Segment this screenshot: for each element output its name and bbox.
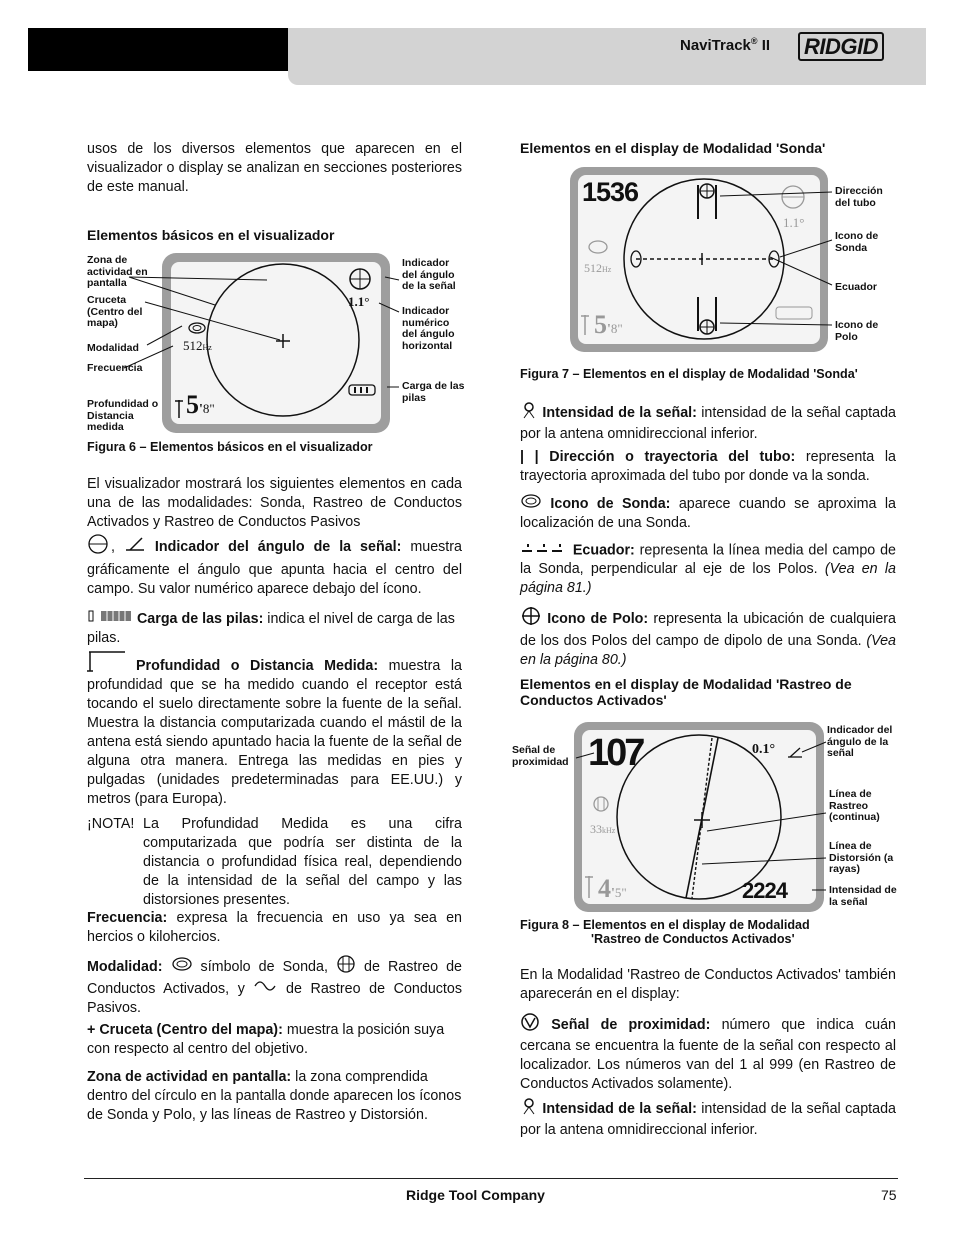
fig6-label-ind-numerico: Indicador numérico del ángulo horizontal <box>402 305 455 352</box>
fig8-label-proximidad: Señal de proximidad <box>512 744 569 768</box>
fig8-depth: 4'5" <box>598 874 627 903</box>
fig6-label-carga: Carga de las pilas <box>402 380 465 404</box>
para-active-intro: En la Modalidad 'Rastreo de Conductos Activados' también aparecerán en el display: <box>520 967 896 1002</box>
fig6-angle-value: 1.1° <box>348 294 370 309</box>
footer-rule <box>84 1178 898 1179</box>
figure-8-caption-line1: Figura 8 – Elementos en el display de Modalidad <box>520 918 810 932</box>
passive-line-mode-icon <box>253 979 277 999</box>
fig7-label-icono-polo: Icono de Polo <box>835 319 879 343</box>
fig6-label-modalidad: Modalidad <box>87 342 139 354</box>
fig7-frequency: 512Hz <box>584 261 612 275</box>
fig6-frequency: 512Hz <box>183 338 212 353</box>
para-pole-icon: Icono de Polo: representa la ubicación de cualquiera de los dos Polos del campo de dipolo de una Sonda. (Vea en la página 80.) <box>520 606 896 670</box>
note-text: La Profundidad Medida es una cifra computarizada que podría ser distinta de la distancia o profundidad física real, dependiendo de la intensidad de la señal del campo y las distorsiones presentes. <box>143 816 462 908</box>
intro-paragraph: usos de los diversos elementos que aparecen en el visualizador o display se analizan en secciones posteriores de este manual. <box>87 141 462 195</box>
pole-icon <box>520 606 542 632</box>
fig7-label-direccion: Dirección del tubo <box>835 185 883 209</box>
para-equator: Ecuador: representa la línea media del campo de la Sonda, perpendicular al eje de los Polos. (Vea en la página 81.) <box>520 542 896 597</box>
figure-6-caption: Figura 6 – Elementos básicos en el visualizador <box>87 440 373 454</box>
active-line-mode-icon <box>336 955 356 979</box>
para-signal-strength-2: Intensidad de la señal: intensidad de la señal captada por la antena omnidireccional inferior. <box>520 1097 896 1140</box>
fig7-depth: 5'8" <box>594 310 623 339</box>
para-mode: Modalidad: símbolo de Sonda, de Rastreo de Conductos Activados, y de Rastreo de Conductos Pasivos. <box>87 955 462 1018</box>
figure-7-caption: Figura 7 – Elementos en el display de Modalidad 'Sonda' <box>520 367 858 381</box>
signal-strength-icon <box>520 1097 538 1121</box>
fig6-label-zona: Zona de actividad en pantalla <box>87 254 148 289</box>
para-zone: Zona de actividad en pantalla: la zona comprendida dentro del círculo en la pantalla donde aparecen los íconos de Sonda y Polo, y las líneas de Rastreo y Distorsión. <box>87 1069 462 1123</box>
header-black-bar <box>28 28 288 71</box>
fig6-label-frecuencia: Frecuencia <box>87 362 143 374</box>
para-elements: El visualizador mostrará los siguientes elementos en cada una de las modalidades: Sonda, Rastreo de Conductos Activados y Rastreo de Conductos Pasivos <box>87 476 462 530</box>
para-sonde-icon: Icono de Sonda: aparece cuando se aproxima la localización de una Sonda. <box>520 495 896 531</box>
fig6-label-cruceta: Cruceta (Centro del mapa) <box>87 294 143 329</box>
para-frequency: Frecuencia: expresa la frecuencia en uso ya sea en hercios o kilohercios. <box>87 910 462 945</box>
ridgid-logo: RIDGID <box>798 34 884 60</box>
para-crosshair: + Cruceta (Centro del mapa): muestra la posición suya con respecto al centro del objetivo. <box>87 1022 445 1057</box>
fig8-angle-value: 0.1° <box>752 742 776 757</box>
proximity-icon <box>520 1013 540 1037</box>
fig8-label-distorsion: Línea de Distorsión (a rayas) <box>829 840 894 875</box>
footer-company: Ridge Tool Company <box>406 1187 545 1203</box>
fig6-label-ind-angulo: Indicador del ángulo de la señal <box>402 257 456 292</box>
fig7-signal-strength: 1536 <box>582 177 639 207</box>
para-signal-strength: Intensidad de la señal: intensidad de la señal captada por la antena omnidireccional inferior. <box>520 401 896 444</box>
para-depth: Profundidad o Distancia Medida: muestra la profundidad que se ha medido cuando el receptor está tocando el suelo directamente sobre la fuente de la señal. Muestra la distancia computarizada cuando el mástil de la antena está siendo apuntado hacia la fuente de la señal de alguna otra manera. Entrega las medidas en pies y pulgadas (unidades predeterminadas para EE.UU.) y metros (para Europa). <box>87 658 463 807</box>
figure-7 <box>520 165 900 365</box>
fig7-label-ecuador: Ecuador <box>835 281 878 293</box>
figure-6 <box>87 250 467 440</box>
sonde-icon <box>520 494 542 514</box>
para-angle-indicator: , Indicador del ángulo de la señal: muestra gráficamente el ángulo que apunta hacia el centro del campo. Su valor numérico aparece debajo del ícono. <box>87 533 462 599</box>
fig7-label-icono-sonda: Icono de Sonda <box>835 230 879 254</box>
angle-indicator-slope-icon <box>124 536 146 558</box>
equator-icon <box>520 541 568 560</box>
figure-8 <box>512 718 902 918</box>
para-battery: Carga de las pilas: indica el nivel de carga de las pilas. <box>87 610 455 646</box>
fig7-angle-value: 1.1° <box>783 215 805 230</box>
fig8-frequency: 33kHz <box>590 822 616 836</box>
fig6-depth: 5'8" <box>186 390 215 419</box>
fig8-label-rastreo: Línea de Rastreo (continua) <box>829 788 880 823</box>
para-pipe-direction: | | Dirección o trayectoria del tubo: representa la trayectoria aproximada del tubo por donde va la sonda. <box>520 449 896 484</box>
heading-active-display: Elementos en el display de Modalidad 'Rastreo de Conductos Activados' <box>520 676 852 708</box>
heading-basic-elements: Elementos básicos en el visualizador <box>87 227 335 243</box>
heading-sonde-display: Elementos en el display de Modalidad 'Sonda' <box>520 140 826 156</box>
fig8-label-intensidad: Intensidad de la señal <box>829 884 897 908</box>
figure-8-caption-line2: 'Rastreo de Conductos Activados' <box>591 932 795 946</box>
signal-strength-icon <box>520 401 538 425</box>
page-number: 75 <box>881 1187 897 1203</box>
product-name: NaviTrack® II <box>680 36 771 54</box>
angle-indicator-icon <box>87 533 111 561</box>
fig6-label-profundidad: Profundidad o Distancia medida <box>87 398 159 433</box>
fig8-proximity-value: 107 <box>588 732 643 774</box>
fig8-signal-strength: 2224 <box>742 878 787 903</box>
note-label: ¡NOTA! <box>87 816 135 832</box>
sonde-mode-icon <box>171 957 193 977</box>
para-proximity: Señal de proximidad: número que indica cuán cercana se encuentra la fuente de la señal con respecto al localizador. Los números van del 1 al 999 (en Rastreo de Conductos Activados solamente). <box>520 1013 896 1094</box>
fig8-label-ind-angulo: Indicador del ángulo de la señal <box>827 724 893 759</box>
battery-icon <box>87 609 133 629</box>
